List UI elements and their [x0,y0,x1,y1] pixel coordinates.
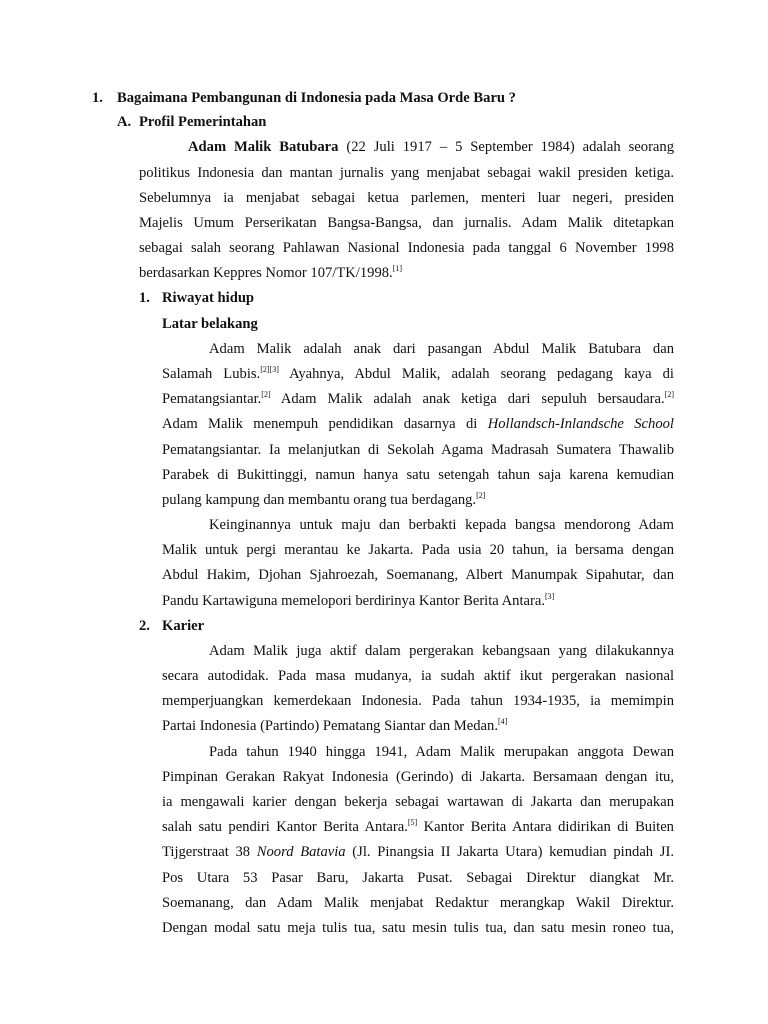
p3-line-4 [162,717,507,735]
p1-line-7 [162,491,485,509]
p1-line-3-b: Adam Malik adalah anak ketiga dari sepuluh bersaudara. [270,391,665,407]
intro-line-6-text: berdasarkan Keppres Nomor 107/TK/1998. [139,265,393,281]
p1-line-3 [162,390,674,408]
p1-line-1: Adam Malik adalah anak dari pasangan Abdul Malik Batubara dan [209,341,674,357]
adam-malik-name: Adam Malik Batubara [188,139,339,155]
p1-line-2-b: Ayahnya, Abdul Malik, adalah seorang pedagang kaya di [278,366,674,382]
reference-link[interactable]: [2] [261,390,271,399]
section-a-letter: A. [117,114,132,130]
intro-line-2: politikus Indonesia dan mantan jurnalis yang menjabat sebagai wakil presiden ketiga. [139,165,674,181]
subsection-2-number: 2. [139,618,150,634]
subsection-1-title: Riwayat hidup [162,290,255,306]
p1-line-6: Parabek di Bukittinggi, namun hanya satu setengah tahun saja karena kemudian [162,467,674,483]
intro-line-3: Sebelumnya ia menjabat sebagai ketua parlemen, menteri luar negeri, presiden [139,190,674,206]
p2-line-2: Malik untuk pergi merantau ke Jakarta. Pada usia 20 tahun, ia bersama dengan [162,542,674,558]
p4-line-8: Dengan modal satu meja tulis tua, satu mesin tulis tua, dan satu mesin roneo tua, [162,920,674,936]
intro-line-4: Majelis Umum Perserikatan Bangsa-Bangsa, dan jurnalis. Adam Malik ditetapkan [139,215,674,231]
p2-line-4 [162,592,554,610]
reference-link[interactable]: [5] [407,818,418,827]
reference-link[interactable]: [2][3] [260,365,279,374]
p3-line-2: secara autodidak. Pada masa mudanya, ia sudah aktif ikut pergerakan nasional [162,668,674,684]
p3-line-1: Adam Malik juga aktif dalam pergerakan kebangsaan yang dilakukannya [209,643,674,659]
intro-line-6 [139,264,402,282]
p2-line-4-text: Pandu Kartawiguna memelopori berdirinya Kantor Berita Antara. [162,593,545,609]
p1-line-4 [162,415,674,433]
subsection-1-number: 1. [139,290,150,306]
latar-belakang-heading: Latar belakang [162,316,258,332]
section-a-title: Profil Pemerintahan [139,114,267,130]
p4-line-2: Pimpinan Gerakan Rakyat Indonesia (Gerindo) di Jakarta. Bersamaan dengan itu, [162,769,674,785]
reference-link[interactable]: [3] [544,592,555,601]
p4-line-5 [162,843,674,861]
p1-line-2-a: Salamah Lubis. [162,366,261,382]
p1-line-4-a: Adam Malik menempuh pendidikan dasarnya di [162,416,488,432]
school-name-italic: Hollandsch-Inlandsche School [487,416,674,432]
p3-line-3: memperjuangkan kemerdekaan Indonesia. Pada tahun 1934-1935, ia memimpin [162,693,674,709]
reference-link[interactable]: [4] [497,717,508,726]
intro-line-5: sebagai salah seorang Pahlawan Nasional Indonesia pada tanggal 6 November 1998 [139,240,674,256]
p2-line-1: Keinginannya untuk maju dan berbakti kepada bangsa mendorong Adam [209,517,674,533]
p4-line-3: ia mengawali karier dengan bekerja sebagai wartawan di Jakarta dan merupakan [162,794,674,810]
p4-line-5-a: Tijgerstraat 38 [162,844,257,860]
p3-line-4-text: Partai Indonesia (Partindo) Pematang Siantar dan Medan. [162,718,498,734]
p4-line-4-a: salah satu pendiri Kantor Berita Antara. [162,819,408,835]
subsection-2-title: Karier [162,618,205,634]
question-number: 1. [92,90,103,106]
p4-line-5-b: (Jl. Pinangsia II Jakarta Utara) kemudian pindah JI. [345,844,674,860]
intro-line-1-rest: (22 Juli 1917 – 5 September 1984) adalah seorang [338,139,674,155]
reference-link[interactable]: [1] [392,264,403,273]
p4-line-4 [162,818,674,836]
question-title: Bagaimana Pembangunan di Indonesia pada Masa Orde Baru ? [117,90,516,106]
reference-link[interactable]: [2] [664,390,674,399]
p1-line-5: Pematangsiantar. Ia melanjutkan di Sekolah Agama Madrasah Sumatera Thawalib [162,442,674,458]
p4-line-7: Soemanang, dan Adam Malik menjabat Redaktur merangkap Wakil Direktur. [162,895,674,911]
p1-line-2 [162,365,674,383]
intro-line-1 [188,138,674,156]
reference-link[interactable]: [2] [476,491,486,500]
p4-line-6: Pos Utara 53 Pasar Baru, Jakarta Pusat. Sebagai Direktur diangkat Mr. [162,870,674,886]
p1-line-7-text: pulang kampung dan membantu orang tua berdagang. [162,492,477,508]
p4-line-4-b: Kantor Berita Antara didirikan di Buiten [417,819,674,835]
p4-line-1: Pada tahun 1940 hingga 1941, Adam Malik merupakan anggota Dewan [209,744,674,760]
p2-line-3: Abdul Hakim, Djohan Sjahroezah, Soemanang, Albert Manumpak Sipahutar, dan [162,567,674,583]
noord-batavia-italic: Noord Batavia [256,844,346,860]
p1-line-3-a: Pematangsiantar. [162,391,262,407]
